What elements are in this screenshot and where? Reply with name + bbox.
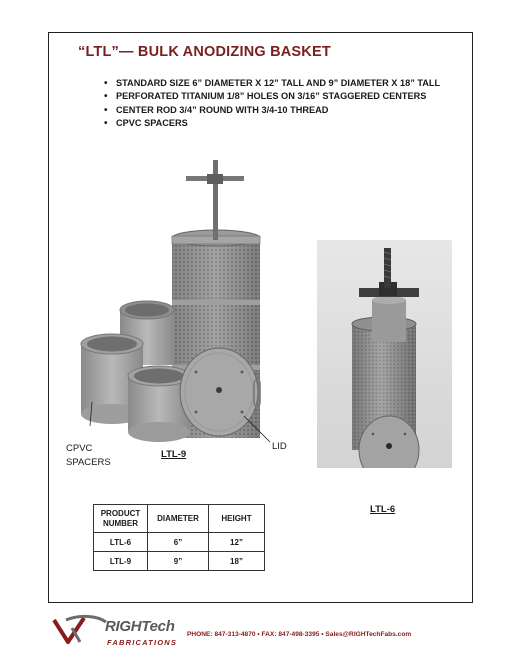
table-header-row [94,505,265,533]
ltl-9-photo [74,160,284,456]
feature-item: • CPVC SPACERS [104,117,440,130]
ltl-6-caption: LTL-6 [370,504,396,515]
feature-item: • STANDARD SIZE 6” DIAMETER X 12” TALL AND 9” DIAMETER X 18” TALL [104,77,440,90]
spacers-label-line1: CPVC [66,443,93,454]
brand-name: RIGHTech [105,618,175,635]
feature-item: • CENTER ROD 3/4” ROUND WITH 3/4-10 THREAD [104,104,440,117]
ltl-9-caption: LTL-9 [161,449,187,460]
table-cell: 9” [148,552,209,571]
table-cell: 18” [209,552,265,571]
table-cell: 12” [209,533,265,552]
column-header-diameter: DIAMETER [148,505,209,533]
ltl-6-photo [317,240,452,468]
table-cell: 6” [148,533,209,552]
product-header-text: PRODUCT NUMBER [100,508,141,528]
column-header-height: HEIGHT [209,505,265,533]
table-row [94,533,265,552]
spec-table [93,504,265,571]
lid-label: LID [272,441,287,452]
spacers-label-line2: SPACERS [66,457,111,468]
table-cell: LTL-9 [94,552,148,571]
table-row [94,552,265,571]
page-title: “LTL”— BULK ANODIZING BASKET [78,44,331,60]
contact-info: PHONE: 847-313-4870 • FAX: 847-498-3395 • Sales@RIGHTechFabs.com [187,631,412,638]
column-header-product [94,505,148,533]
table-cell: LTL-6 [94,533,148,552]
feature-list [104,77,440,130]
feature-item: • PERFORATED TITANIUM 1/8” HOLES ON 3/16” STAGGERED CENTERS [104,90,440,103]
brand-subtitle: FABRICATIONS [107,638,178,647]
rightech-logo-icon [50,612,108,648]
